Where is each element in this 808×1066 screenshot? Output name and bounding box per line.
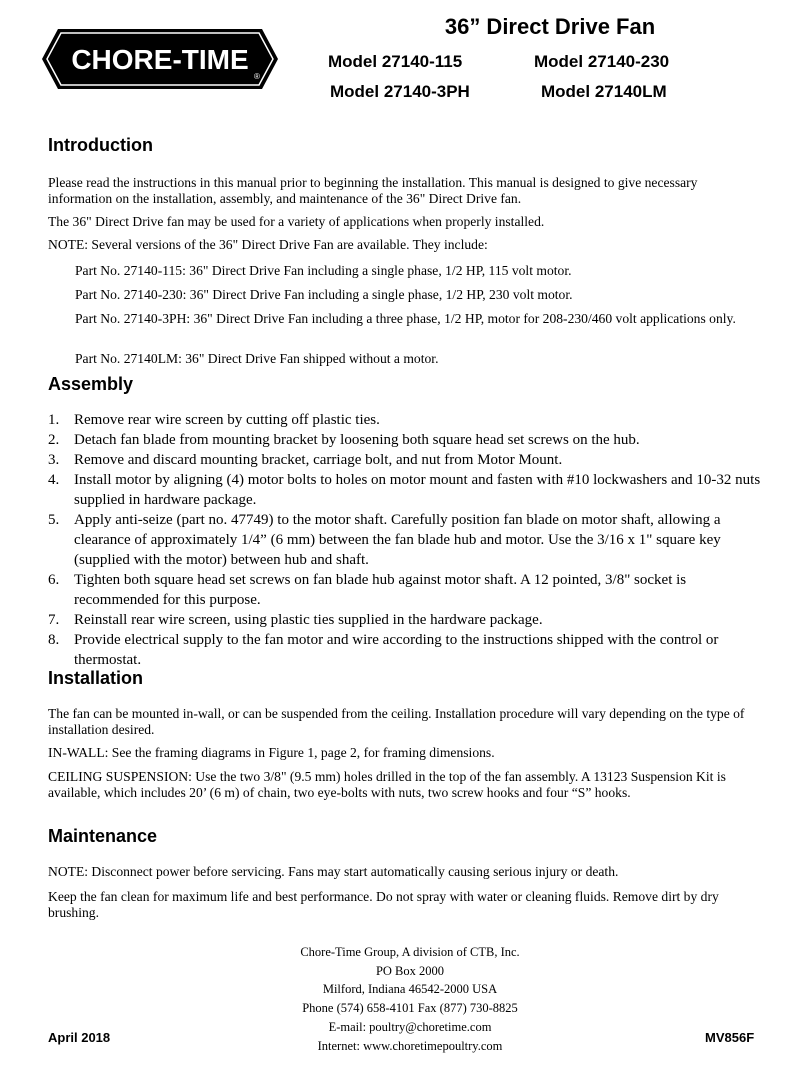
intro-paragraph: Please read the instructions in this manual prior to beginning the installation. This manual is designed to give necessary information on the installation, assembly, and maintenance of the 36" Direct Drive fan. [48, 175, 698, 206]
assembly-step [48, 610, 764, 630]
assembly-steps [48, 410, 764, 670]
address-line: Chore-Time Group, A division of CTB, Inc. [300, 945, 520, 959]
step-text: Remove rear wire screen by cutting off plastic ties. [74, 412, 380, 428]
step-number: 2. [48, 432, 60, 448]
address-line: Internet: www.choretimepoultry.com [317, 1038, 503, 1053]
chore-time-logo [40, 27, 280, 91]
address-line: E-mail: poultry@choretime.com [328, 1019, 492, 1034]
assembly-step [48, 470, 764, 510]
publication-date: April 2018 [48, 1030, 111, 1045]
address-line: Milford, Indiana 46542-2000 USA [322, 982, 498, 997]
document-title: 36” Direct Drive Fan [444, 14, 656, 39]
step-text: Tighten both square head set screws on fan blade hub against motor shaft. A 12 pointed, 3/8" socket is recommended for this purpose. [74, 572, 687, 608]
address-line: PO Box 2000 [375, 963, 445, 978]
address-line: Phone (574) 658-4101 Fax (877) 730-8825 [302, 1001, 518, 1016]
step-text: Reinstall rear wire screen, using plastic ties supplied in the hardware package. [74, 612, 543, 628]
installation-paragraph: CEILING SUSPENSION: Use the two 3/8" (9.5 mm) holes drilled in the top of the fan assembly. A 13123 Suspension Kit is available, which includes 20’ (6 m) of chain, two eye-bolts with nuts, two screw hooks and four “S” hooks. [48, 769, 726, 800]
intro-note: NOTE: Several versions of the 36" Direct Drive Fan are available. They include: [48, 237, 488, 252]
step-number: 7. [48, 612, 60, 628]
section-heading-assembly: Assembly [48, 374, 134, 394]
assembly-step [48, 510, 764, 570]
step-text: Remove and discard mounting bracket, carriage bolt, and nut from Motor Mount. [74, 452, 563, 468]
assembly-step [48, 570, 764, 610]
part-item: Part No. 27140LM: 36" Direct Drive Fan shipped without a motor. [75, 351, 439, 366]
model-number: Model 27140-115 [328, 52, 463, 71]
assembly-step [48, 410, 764, 430]
model-number: Model 27140LM [541, 82, 667, 101]
maintenance-paragraph: Keep the fan clean for maximum life and best performance. Do not spray with water or cleaning fluids. Remove dirt by dry brushing. [48, 889, 719, 920]
assembly-step [48, 630, 764, 670]
section-heading-maintenance: Maintenance [48, 826, 158, 846]
model-number: Model 27140-230 [534, 52, 670, 71]
part-item: Part No. 27140-115: 36" Direct Drive Fan including a single phase, 1/2 HP, 115 volt motor. [75, 263, 572, 278]
step-text: Provide electrical supply to the fan motor and wire according to the instructions shipped with the control or thermostat. [74, 632, 719, 668]
section-heading-introduction: Introduction [48, 135, 153, 155]
section-heading-installation: Installation [48, 668, 144, 688]
installation-paragraph: IN-WALL: See the framing diagrams in Figure 1, page 2, for framing dimensions. [48, 745, 495, 760]
assembly-step [48, 430, 764, 450]
step-text: Detach fan blade from mounting bracket by loosening both square head set screws on the hub. [74, 432, 640, 448]
installation-paragraph: The fan can be mounted in-wall, or can be suspended from the ceiling. Installation procedure will vary depending on the type of installation desired. [48, 706, 745, 737]
step-number: 1. [48, 412, 60, 428]
step-number: 4. [48, 472, 60, 488]
step-number: 6. [48, 572, 60, 588]
logo-text: CHORE-TIME [71, 44, 249, 75]
maintenance-warning: NOTE: Disconnect power before servicing. Fans may start automatically causing serious injury or death. [48, 864, 619, 879]
step-number: 3. [48, 452, 60, 468]
assembly-step [48, 450, 764, 470]
company-address-block [240, 943, 580, 1055]
part-item: Part No. 27140-230: 36" Direct Drive Fan including a single phase, 1/2 HP, 230 volt motor. [75, 287, 573, 302]
step-number: 5. [48, 512, 60, 528]
step-text: Apply anti-seize (part no. 47749) to the motor shaft. Carefully position fan blade on motor shaft, allowing a clearance of approximately 1/4” (6 mm) between the fan blade hub and motor. Use the 3/16 x 1" square key (supplied with the motor) between hub and shaft. [74, 512, 721, 568]
document-code: MV856F [705, 1030, 755, 1045]
intro-paragraph: The 36" Direct Drive fan may be used for a variety of applications when properly installed. [48, 214, 545, 229]
registered-mark: ® [254, 72, 260, 81]
model-number: Model 27140-3PH [330, 82, 470, 101]
part-item: Part No. 27140-3PH: 36" Direct Drive Fan including a three phase, 1/2 HP, motor for 208-230/460 volt applications only. [75, 311, 736, 326]
step-text: Install motor by aligning (4) motor bolts to holes on motor mount and fasten with #10 lockwashers and 10-32 nuts supplied in hardware package. [74, 472, 761, 508]
step-number: 8. [48, 632, 60, 648]
